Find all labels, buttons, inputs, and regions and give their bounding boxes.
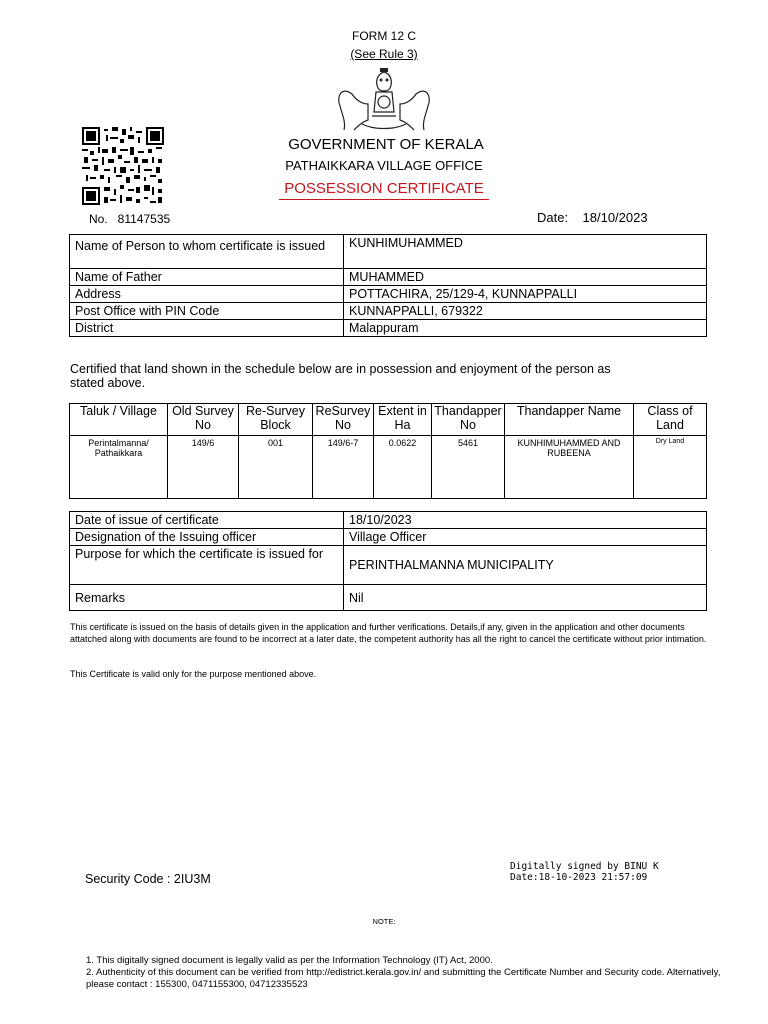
- certificate-number: No. 81147535: [89, 212, 171, 226]
- table-row: [70, 436, 707, 499]
- field-value: Nil: [344, 585, 707, 611]
- table-row: [70, 529, 707, 546]
- disclaimer-text: This certificate is issued on the basis of details given in the application and further verifications. Details,if any, given in the application and other documents attatched along with documents are found to be incorrect at a later date, the competent authority has all the right to cancel the certificate without prior intimation.: [70, 622, 707, 644]
- column-header: Thandapper No: [432, 404, 505, 436]
- certificate-title: POSSESSION CERTIFICATE: [279, 180, 489, 200]
- field-value: KUNHIMUHAMMED: [344, 235, 707, 269]
- issue-details-table: [69, 511, 707, 611]
- note-label: NOTE:: [372, 917, 396, 926]
- field-label: Name of Person to whom certificate is issued: [70, 235, 344, 269]
- land-schedule-table: [69, 403, 707, 499]
- table-row: [70, 320, 707, 337]
- footer-notes: [86, 955, 726, 991]
- office-name: PATHAIKKARA VILLAGE OFFICE: [285, 158, 483, 173]
- government-title: GOVERNMENT OF KERALA: [288, 136, 484, 153]
- table-row: [70, 286, 707, 303]
- table-header-row: [70, 404, 707, 436]
- note-item: 2. Authenticity of this document can be verified from http://edistrict.kerala.gov.in/ and submitting the Certificate Number and Security code. Alternatively, please contact : 155300, 0471155300, 04712335523: [86, 967, 721, 990]
- table-row: [70, 585, 707, 611]
- validity-text: This Certificate is valid only for the purpose mentioned above.: [70, 669, 317, 679]
- note-item: 1. This digitally signed document is legally valid as per the Information Technology (IT) Act, 2000.: [86, 955, 493, 966]
- field-label: Address: [70, 286, 344, 303]
- signature-date: Date:18-10-2023 21:57:09: [510, 872, 648, 883]
- column-header: Extent in Ha: [374, 404, 432, 436]
- table-row: [70, 512, 707, 529]
- field-label: Name of Father: [70, 269, 344, 286]
- field-label: Purpose for which the certificate is issued for: [70, 546, 344, 585]
- field-value: POTTACHIRA, 25/129-4, KUNNAPPALLI: [344, 286, 707, 303]
- column-header: Old Survey No: [168, 404, 239, 436]
- field-label: Date of issue of certificate: [70, 512, 344, 529]
- field-value: 18/10/2023: [344, 512, 707, 529]
- field-value: Village Officer: [344, 529, 707, 546]
- table-cell: 001: [239, 436, 313, 499]
- security-code: Security Code : 2IU3M: [85, 872, 211, 886]
- field-label: Post Office with PIN Code: [70, 303, 344, 320]
- field-value: MUHAMMED: [344, 269, 707, 286]
- kerala-emblem-icon: [332, 64, 436, 134]
- table-cell: Perintalmanna/ Pathaikkara: [70, 436, 168, 499]
- certified-statement: Certified that land shown in the schedule below are in possession and enjoyment of the person as stated above.: [70, 362, 611, 390]
- rule-reference: (See Rule 3): [350, 47, 418, 61]
- digital-signature: [510, 861, 659, 883]
- column-header: Thandapper Name: [505, 404, 634, 436]
- person-details-table: [69, 234, 707, 337]
- field-value: PERINTHALMANNA MUNICIPALITY: [344, 546, 707, 585]
- table-cell: 149/6-7: [313, 436, 374, 499]
- column-header: Taluk / Village: [70, 404, 168, 436]
- table-cell: Dry Land: [634, 436, 707, 499]
- certificate-date: Date: 18/10/2023: [537, 210, 648, 225]
- table-row: [70, 235, 707, 269]
- field-label: District: [70, 320, 344, 337]
- field-label: Designation of the Issuing officer: [70, 529, 344, 546]
- form-title: FORM 12 C: [351, 29, 416, 43]
- field-label: Remarks: [70, 585, 344, 611]
- signature-signer: Digitally signed by BINU K: [510, 861, 659, 872]
- column-header: ReSurvey No: [313, 404, 374, 436]
- table-row: [70, 303, 707, 320]
- table-cell: 5461: [432, 436, 505, 499]
- table-cell: KUNHIMUHAMMED AND RUBEENA: [505, 436, 634, 499]
- field-value: Malappuram: [344, 320, 707, 337]
- table-cell: 0.0622: [374, 436, 432, 499]
- field-value: KUNNAPPALLI, 679322: [344, 303, 707, 320]
- column-header: Class of Land: [634, 404, 707, 436]
- table-row: [70, 546, 707, 585]
- table-row: [70, 269, 707, 286]
- column-header: Re-Survey Block: [239, 404, 313, 436]
- table-cell: 149/6: [168, 436, 239, 499]
